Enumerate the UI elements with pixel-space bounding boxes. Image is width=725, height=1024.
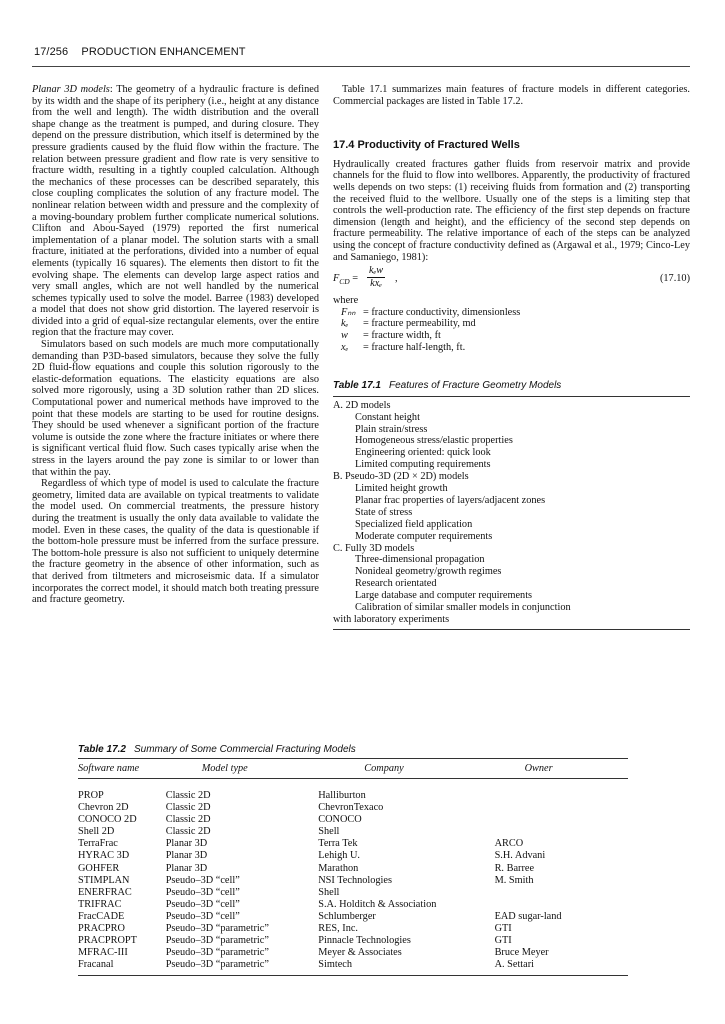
table-17-1-item: Plain strain/stress xyxy=(355,423,428,435)
cell-model-type: Pseudo–3D “parametric” xyxy=(165,923,269,935)
definition-text: = fracture conductivity, dimensionless xyxy=(363,306,521,318)
table-row xyxy=(78,911,628,923)
table-17-1-item: Specialized field application xyxy=(355,518,473,530)
cell-owner xyxy=(495,802,628,814)
running-header xyxy=(34,46,246,58)
definition-symbol: Fₙₙ xyxy=(341,306,356,318)
equation-number: (17.10) xyxy=(659,273,690,285)
where-label: where xyxy=(333,295,359,307)
cell-model-type: Classic 2D xyxy=(165,826,211,838)
definition-item xyxy=(341,318,690,330)
cell-software-name: STIMPLAN xyxy=(78,874,130,886)
cell-model-type: Planar 3D xyxy=(165,862,208,874)
cell-model-type: Pseudo–3D “cell” xyxy=(165,886,240,898)
table-row xyxy=(78,887,628,899)
table-17-1-group-title: C. Fully 3D models xyxy=(333,542,415,554)
paragraph-lead-term: Planar 3D models xyxy=(32,84,110,95)
table-17-1-item: Large database and computer requirements xyxy=(355,590,533,602)
table-row xyxy=(78,779,628,803)
section-heading: 17.4 Productivity of Fractured Wells xyxy=(333,139,520,152)
cell-software-name: TerraFrac xyxy=(78,838,118,850)
page-number: 17/256 xyxy=(34,46,69,58)
definition-item xyxy=(341,307,690,319)
table-row xyxy=(78,959,628,976)
cell-software-name: Shell 2D xyxy=(78,826,115,838)
table-17-1-item-continuation: with laboratory experiments xyxy=(333,614,450,625)
cell-company: Marathon xyxy=(318,862,359,874)
table-17-1-caption xyxy=(333,380,690,397)
table-header-row xyxy=(78,759,628,779)
equation-denominator: kxₑ xyxy=(370,278,382,290)
cell-owner: EAD sugar-land xyxy=(494,910,562,922)
column-header-software: Software name xyxy=(78,759,166,779)
cell-owner xyxy=(495,899,628,911)
table-17-1-item: Nonideal geometry/growth regimes xyxy=(355,566,502,578)
cell-owner xyxy=(495,814,628,826)
table-17-1-title: Features of Fracture Geometry Models xyxy=(389,380,562,392)
table-17-2-grid xyxy=(78,759,628,976)
table-17-2-label: Table 17.2 xyxy=(78,744,126,755)
cell-model-type: Classic 2D xyxy=(165,814,211,826)
left-column xyxy=(32,84,319,606)
table-row xyxy=(78,947,628,959)
table-17-1-item: Limited height growth xyxy=(355,483,448,495)
cell-company: Shell xyxy=(318,886,340,898)
paragraph-body: : The geometry of a hydraulic fracture is defined by its width and the shape of its periphery (i.e., height at any distance from the well and length). The width distribution and the overall shape change as the treatment is pumped, and during closure. They depend on the pressure distribution, which itself is determined by the pressure gradients caused by the fluid flow within the fracture. The relation between pressure gradient and flow rate is very sensitive to fracture width, resulting in a tightly coupled calculation. Although the mechanics of these processes can be described separately, this close coupling complicates the solution of any fracture model. The nonlinear relation between width and pressure and the complexity of a moving-boundary problem further complicate numerical solutions. Clifton and Abou-Sayed (1979) reported the first numerical implementation of a planar model. The solution starts with a small fracture, initiated at the perforations, divided into a number of equal elements (typically 16 squares). The elements then distort to fit the evolving shape. The elements can develop large aspect ratios and very small angles, which are not well handled by the numerical schemes typically used to solve the model. Barree (1983) developed a model that does not show grid distortion. The layered reservoir is divided into a grid of equal-size rectangular elements, over the entire region that the fracture may cover. xyxy=(32,84,319,339)
cell-owner: Bruce Meyer xyxy=(494,947,549,959)
table-row xyxy=(78,923,628,935)
table-17-1-group xyxy=(333,471,690,542)
paragraph-regardless: Regardless of which type of model is used to calculate the fracture geometry, limited data are available on typical treatments to validate the model used. On commercial treatments, the pressure history during the treatment is usually the only data available to validate the model. Even in these cases, the quality of the data is questionable if the bottom-hole pressure must be inferred from the surface pressure. The bottom-hole pressure is also not sufficient to uniquely determine the fracture geometry in the absence of other information, such as that derived from tiltmeters and microseismic data. If a simulator incorporates the correct model, it should match both treating pressure and fracture geometry. xyxy=(32,478,319,606)
column-header-owner: Owner xyxy=(495,759,628,779)
table-17-1-item: Planar frac properties of layers/adjacent zones xyxy=(355,494,546,506)
cell-software-name: ENERFRAC xyxy=(78,886,132,898)
cell-owner: M. Smith xyxy=(494,874,534,886)
paragraph-planar-3d xyxy=(32,84,319,339)
cell-company: Pinnacle Technologies xyxy=(318,935,411,947)
cell-owner: GTI xyxy=(494,935,512,947)
definition-text: = fracture permeability, md xyxy=(363,318,476,330)
table-17-1-group-title: A. 2D models xyxy=(333,399,391,411)
cell-owner xyxy=(495,826,628,838)
table-row xyxy=(78,802,628,814)
equation-17-10 xyxy=(333,265,690,291)
cell-model-type: Pseudo–3D “parametric” xyxy=(165,935,269,947)
table-17-1-group-title: B. Pseudo-3D (2D × 2D) models xyxy=(333,471,469,483)
table-row xyxy=(78,850,628,862)
cell-software-name: PRACPROPT xyxy=(78,935,137,947)
definition-symbol: xₑ xyxy=(341,341,349,353)
cell-company: RES, Inc. xyxy=(318,923,359,935)
definition-item xyxy=(341,342,690,354)
definition-item xyxy=(341,330,690,342)
cell-company: Halliburton xyxy=(318,790,366,801)
cell-software-name: GOHFER xyxy=(78,862,120,874)
cell-owner: S.H. Advani xyxy=(494,850,546,862)
cell-owner: ARCO xyxy=(494,838,524,850)
cell-owner xyxy=(495,887,628,899)
cell-model-type: Pseudo–3D “cell” xyxy=(165,910,240,922)
table-17-1-group xyxy=(333,543,690,614)
table-row xyxy=(78,935,628,947)
variable-definitions xyxy=(341,307,690,353)
cell-software-name: HYRAC 3D xyxy=(78,850,130,862)
paragraph-productivity: Hydraulically created fractures gather fluids from reservoir matrix and provide channels for the fluid to flow into wellbores. Apparently, the productivity of fractured wells depends on two steps: (1) receiving fluids from formation and (2) transporting the received fluid to the wellbore. Usually one of the steps is a limiting step that controls the well-production rate. The efficiency of the first step depends on fracture dimension (length and height), and the efficiency of the second step depends on fracture permeability. The relative importance of each of the steps can be analyzed using the concept of fracture conductivity defined as (Argawal et al., 1979; Cinco-Ley and Samaniego, 1981): xyxy=(333,158,690,263)
cell-software-name: Fracanal xyxy=(78,959,166,976)
cell-model-type: Classic 2D xyxy=(165,802,211,814)
cell-software-name: PROP xyxy=(78,790,104,801)
cell-software-name: CONOCO 2D xyxy=(78,814,137,826)
table-17-1-item: Three-dimensional propagation xyxy=(355,554,485,566)
cell-company: Simtech xyxy=(318,959,494,976)
table-17-1-item: Research orientated xyxy=(355,578,437,590)
equation-comma: , xyxy=(395,273,398,285)
cell-company: Shell xyxy=(318,826,340,838)
cell-model-type: Pseudo–3D “cell” xyxy=(165,874,240,886)
table-17-1-item: Constant height xyxy=(355,411,420,423)
equation-fraction xyxy=(367,265,385,290)
table-17-1-label: Table 17.1 xyxy=(333,380,381,392)
table-17-2-title: Summary of Some Commercial Fracturing Models xyxy=(134,744,356,755)
table-17-2-rows xyxy=(78,779,628,976)
table-17-1-item: Homogeneous stress/elastic properties xyxy=(355,435,513,447)
table-17-2-caption xyxy=(78,744,628,759)
cell-model-type: Pseudo–3D “cell” xyxy=(165,898,240,910)
cell-software-name: FracCADE xyxy=(78,910,125,922)
table-17-1-group xyxy=(333,400,690,471)
cell-owner xyxy=(495,779,628,803)
paragraph-table-summary: Table 17.1 summarizes main features of fracture models in different categories. Commercial packages are listed in Table 17.2. xyxy=(333,84,690,107)
cell-owner: A. Settari xyxy=(495,959,628,976)
column-header-company: Company xyxy=(318,759,494,779)
cell-company: Meyer & Associates xyxy=(318,947,402,959)
table-17-1-item: State of stress xyxy=(355,506,413,518)
definition-symbol: w xyxy=(341,329,348,341)
table-17-1-item: Limited computing requirements xyxy=(355,459,491,471)
cell-software-name: Chevron 2D xyxy=(78,802,129,814)
cell-company: NSI Technologies xyxy=(318,874,392,886)
cell-software-name: TRIFRAC xyxy=(78,898,122,910)
cell-model-type: Pseudo–3D “parametric” xyxy=(166,959,319,976)
table-row xyxy=(78,899,628,911)
cell-company: CONOCO xyxy=(318,814,362,826)
table-row xyxy=(78,838,628,850)
cell-owner: R. Barree xyxy=(494,862,535,874)
cell-model-type: Pseudo–3D “parametric” xyxy=(165,947,269,959)
cell-software-name: MFRAC-III xyxy=(78,947,128,959)
cell-company: Lehigh U. xyxy=(318,850,361,862)
cell-owner: GTI xyxy=(494,923,512,935)
table-row xyxy=(78,814,628,826)
table-17-1-body xyxy=(333,400,690,630)
table-row xyxy=(78,826,628,838)
definition-symbol: kₑ xyxy=(341,318,349,330)
cell-company: Terra Tek xyxy=(318,838,358,850)
table-row xyxy=(78,863,628,875)
paragraph-simulators: Simulators based on such models are much more computationally demanding than P3D-based simulators, because they solve the fully 2D fluid-flow equations and couple this solution rigorously to the elastic-deformation equations. The elasticity equations are also solved more rigorously, using a 3D solution rather than 2D slices. Computational power and numerical methods have improved to the point that these models are starting to be used for routine designs. They should be used whenever a significant portion of the fracture volume is outside the zone where the fracture initiates or where there is significant vertical fluid flow. Such cases typically arise when the stress in the layers around the pay zone is similar to or lower than that within the pay. xyxy=(32,339,319,478)
cell-model-type: Planar 3D xyxy=(165,838,208,850)
cell-model-type: Classic 2D xyxy=(165,790,211,801)
cell-company: Schlumberger xyxy=(318,910,376,922)
equation-numerator: kₑw xyxy=(369,265,384,277)
definition-text: = fracture width, ft xyxy=(363,329,441,341)
header-rule xyxy=(32,66,690,67)
cell-model-type: Planar 3D xyxy=(165,850,208,862)
table-17-1-item: Calibration of similar smaller models in conjunction xyxy=(355,602,571,614)
cell-software-name: PRACPRO xyxy=(78,923,125,935)
equation-lhs: $F_{CD}$ = xyxy=(333,273,359,287)
definition-text: = fracture half-length, ft. xyxy=(363,341,466,353)
column-header-model-type: Model type xyxy=(166,759,319,779)
cell-company: ChevronTexaco xyxy=(318,802,384,814)
running-title: PRODUCTION ENHANCEMENT xyxy=(81,46,246,58)
cell-company: S.A. Holditch & Association xyxy=(318,898,437,910)
table-17-2 xyxy=(78,744,628,976)
right-column xyxy=(333,84,690,630)
table-17-1-item: Engineering oriented: quick look xyxy=(355,447,491,459)
table-17-1-item: Moderate computer requirements xyxy=(355,530,493,542)
table-row xyxy=(78,875,628,887)
